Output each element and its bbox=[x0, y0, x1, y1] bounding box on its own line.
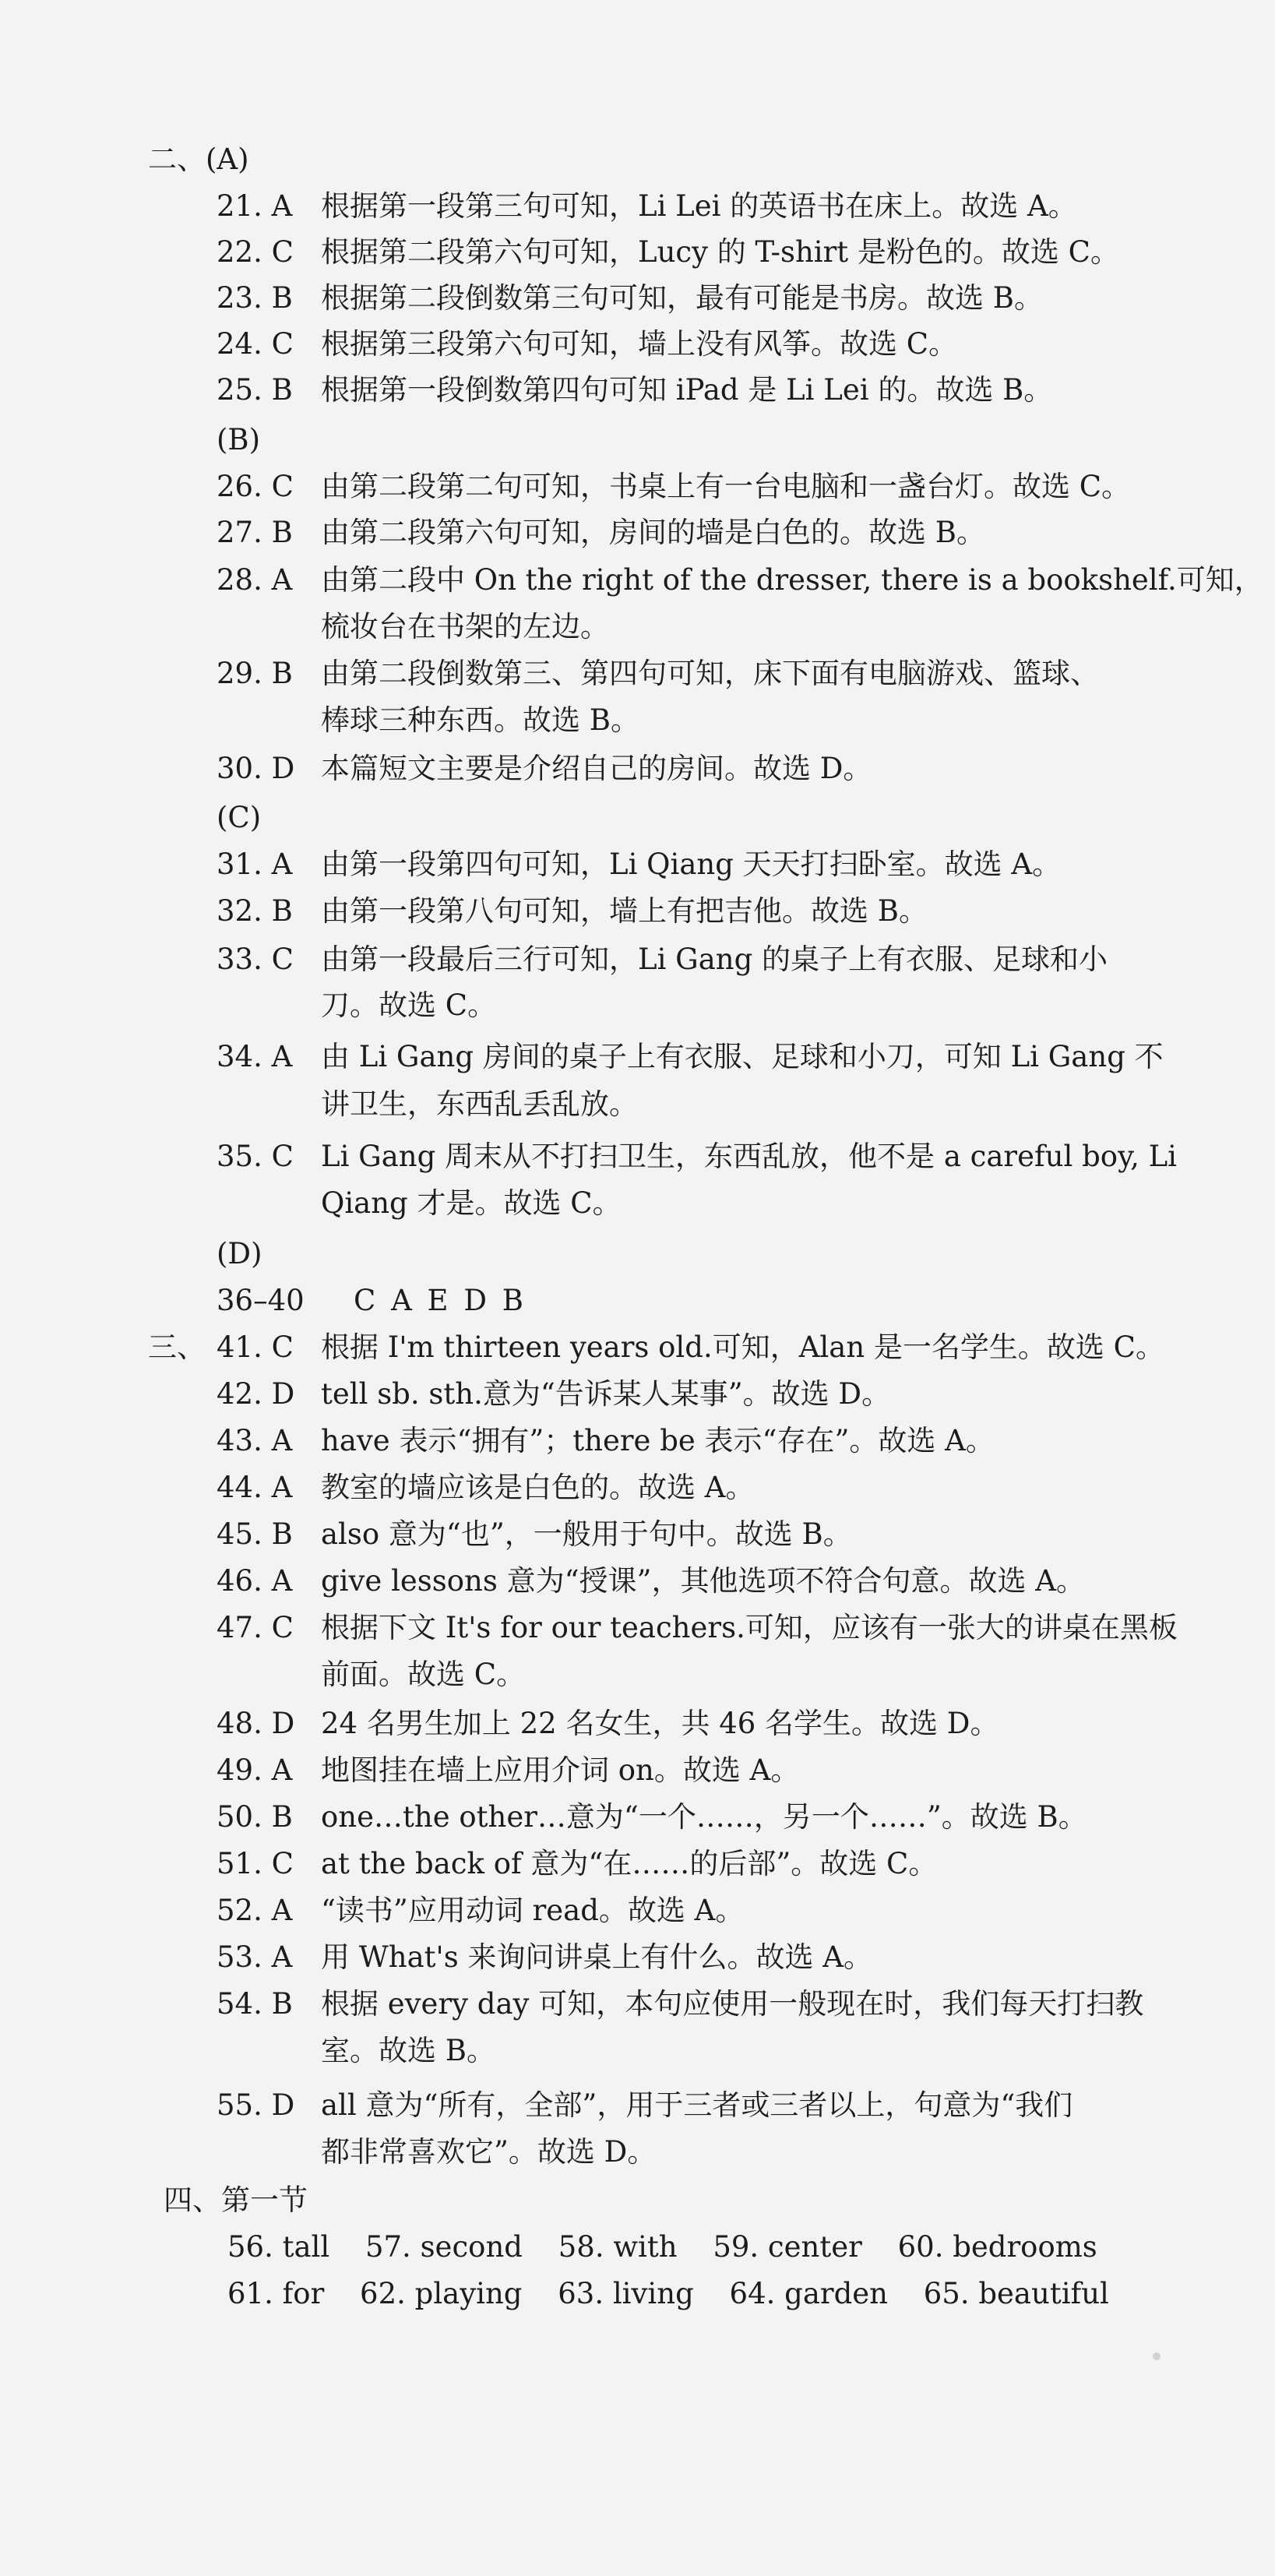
answer-number: 25. B bbox=[217, 373, 293, 407]
answer-number: 46. A bbox=[217, 1564, 293, 1598]
answer-explanation: 用 What's 来询问讲桌上有什么。故选 A。 bbox=[321, 1940, 872, 1974]
answer-explanation: 由 Li Gang 房间的桌子上有衣服、足球和小刀，可知 Li Gang 不 bbox=[321, 1040, 1164, 1073]
word-answer: 56. tall bbox=[227, 2230, 330, 2264]
answer-explanation: tell sb. sth.意为“告诉某人某事”。故选 D。 bbox=[321, 1377, 891, 1411]
answer-number: 29. B bbox=[217, 657, 293, 690]
answer-number: 27. B bbox=[217, 516, 293, 549]
answer-explanation: all 意为“所有，全部”，用于三者或三者以上，句意为“我们 bbox=[321, 2088, 1073, 2122]
word-answer: 63. living bbox=[558, 2277, 694, 2310]
word-answer: 62. playing bbox=[360, 2277, 523, 2310]
word-answer: 64. garden bbox=[729, 2277, 888, 2310]
answer-explanation: 根据第三段第六句可知，墙上没有风筝。故选 C。 bbox=[321, 327, 958, 361]
answer-explanation: 由第二段第二句可知，书桌上有一台电脑和一盏台灯。故选 C。 bbox=[321, 470, 1131, 503]
answer-35-continued: Qiang 才是。故选 C。 bbox=[321, 1186, 622, 1220]
answer-number: 43. A bbox=[217, 1424, 293, 1457]
answer-explanation: 根据第一段第三句可知，Li Lei 的英语书在床上。故选 A。 bbox=[321, 189, 1077, 223]
answer-number: 47. C bbox=[217, 1611, 294, 1644]
answer-47-continued: 前面。故选 C。 bbox=[321, 1658, 526, 1691]
subsection-d-label: (D) bbox=[217, 1237, 262, 1270]
answer-number: 53. A bbox=[217, 1940, 293, 1974]
answer-number: 51. C bbox=[217, 1847, 294, 1880]
answer-33-continued: 刀。故选 C。 bbox=[321, 988, 497, 1022]
word-answer: 60. bedrooms bbox=[897, 2230, 1097, 2264]
answer-explanation: 24 名男生加上 22 名女生，共 46 名学生。故选 D。 bbox=[321, 1707, 999, 1740]
answer-explanation: 根据第一段倒数第四句可知 iPad 是 Li Lei 的。故选 B。 bbox=[321, 373, 1053, 407]
answer-explanation: 本篇短文主要是介绍自己的房间。故选 D。 bbox=[321, 752, 872, 785]
answer-number: 55. D bbox=[217, 2088, 295, 2122]
answer-number: 35. C bbox=[217, 1140, 294, 1173]
answer-29-continued: 棒球三种东西。故选 B。 bbox=[321, 703, 639, 737]
answer-explanation: at the back of 意为“在……的后部”。故选 C。 bbox=[321, 1847, 938, 1880]
answer-number: 49. A bbox=[217, 1753, 293, 1787]
word-answer: 57. second bbox=[365, 2230, 523, 2264]
answer-explanation: “读书”应用动词 read。故选 A。 bbox=[321, 1894, 745, 1927]
section2-header: 二、(A) bbox=[148, 143, 249, 176]
word-answer: 58. with bbox=[558, 2230, 678, 2264]
answer-explanation: 由第二段第六句可知，房间的墙是白色的。故选 B。 bbox=[321, 516, 985, 549]
answer-explanation: 根据 I'm thirteen years old.可知，Alan 是一名学生。故选 C。 bbox=[321, 1330, 1164, 1364]
answer-explanation: 由第一段第八句可知，墙上有把吉他。故选 B。 bbox=[321, 894, 928, 928]
answer-number: 26. C bbox=[217, 470, 294, 503]
answer-explanation: 教室的墙应该是白色的。故选 A。 bbox=[321, 1471, 755, 1504]
answer-explanation: 地图挂在墙上应用介词 on。故选 A。 bbox=[321, 1753, 800, 1787]
answer-explanation: have 表示“拥有”；there be 表示“存在”。故选 A。 bbox=[321, 1424, 995, 1457]
answer-number: 52. A bbox=[217, 1894, 293, 1927]
answer-number: 22. C bbox=[217, 235, 294, 269]
subsection-c-label: (C) bbox=[217, 801, 262, 834]
answer-number: 45. B bbox=[217, 1517, 293, 1551]
word-answer: 59. center bbox=[713, 2230, 862, 2264]
answer-number: 28. A bbox=[217, 563, 293, 597]
answer-number: 24. C bbox=[217, 327, 294, 361]
answer-number: 36–40 bbox=[217, 1284, 305, 1317]
paper-speck bbox=[1153, 2352, 1161, 2360]
answer-explanation: 由第二段中 On the right of the dresser, there is a bookshelf.可知， bbox=[321, 563, 1263, 597]
answer-explanation: 根据第二段倒数第三句可知，最有可能是书房。故选 B。 bbox=[321, 281, 1043, 315]
answer-explanation: also 意为“也”，一般用于句中。故选 B。 bbox=[321, 1517, 852, 1551]
answer-number: 30. D bbox=[217, 752, 295, 785]
answer-number: 31. A bbox=[217, 848, 293, 881]
answer-54-continued: 室。故选 B。 bbox=[321, 2034, 495, 2067]
answer-55-continued: 都非常喜欢它”。故选 D。 bbox=[321, 2135, 657, 2169]
answer-explanation: 由第一段最后三行可知，Li Gang 的桌子上有衣服、足球和小 bbox=[321, 943, 1108, 976]
answer-explanation: 根据 every day 可知，本句应使用一般现在时，我们每天打扫教 bbox=[321, 1987, 1144, 2021]
answer-number: 44. A bbox=[217, 1471, 293, 1504]
answer-34-continued: 讲卫生，东西乱丢乱放。 bbox=[321, 1087, 638, 1121]
subsection-b-label: (B) bbox=[217, 423, 261, 456]
answer-explanation: Li Gang 周末从不打扫卫生，东西乱放，他不是 a careful boy, Li bbox=[321, 1140, 1177, 1173]
answer-number: 32. B bbox=[217, 894, 293, 928]
answer-28-continued: 梳妆台在书架的左边。 bbox=[321, 610, 609, 643]
answer-explanation: 根据第二段第六句可知，Lucy 的 T-shirt 是粉色的。故选 C。 bbox=[321, 235, 1119, 269]
answer-explanation: 由第二段倒数第三、第四句可知，床下面有电脑游戏、篮球、 bbox=[321, 657, 1099, 690]
answer-number: 41. C bbox=[217, 1330, 294, 1364]
answer-number: 50. B bbox=[217, 1800, 293, 1834]
answer-explanation: one…the other…意为“一个……，另一个……”。故选 B。 bbox=[321, 1800, 1087, 1834]
word-answers-row-1 bbox=[227, 2228, 1124, 2267]
answer-number: 34. A bbox=[217, 1040, 293, 1073]
answer-number: 33. C bbox=[217, 943, 294, 976]
section3-prefix: 三、 bbox=[148, 1330, 206, 1364]
answer-number: 21. A bbox=[217, 189, 293, 223]
answer-number: 54. B bbox=[217, 1987, 293, 2021]
section4-header: 四、第一节 bbox=[164, 2183, 308, 2217]
answer-explanation: 由第一段第四句可知，Li Qiang 天天打扫卧室。故选 A。 bbox=[321, 848, 1062, 881]
word-answers-row-2 bbox=[227, 2275, 1136, 2313]
answer-explanation: give lessons 意为“授课”，其他选项不符合句意。故选 A。 bbox=[321, 1564, 1085, 1598]
answer-number: 23. B bbox=[217, 281, 293, 315]
word-answer: 65. beautiful bbox=[923, 2277, 1109, 2310]
word-answer: 61. for bbox=[227, 2277, 325, 2310]
answer-number: 48. D bbox=[217, 1707, 295, 1740]
answer-explanation: 根据下文 It's for our teachers.可知，应该有一张大的讲桌在黑板 bbox=[321, 1611, 1178, 1644]
answer-sequence: C A E D B bbox=[354, 1284, 527, 1317]
answer-number: 42. D bbox=[217, 1377, 295, 1411]
